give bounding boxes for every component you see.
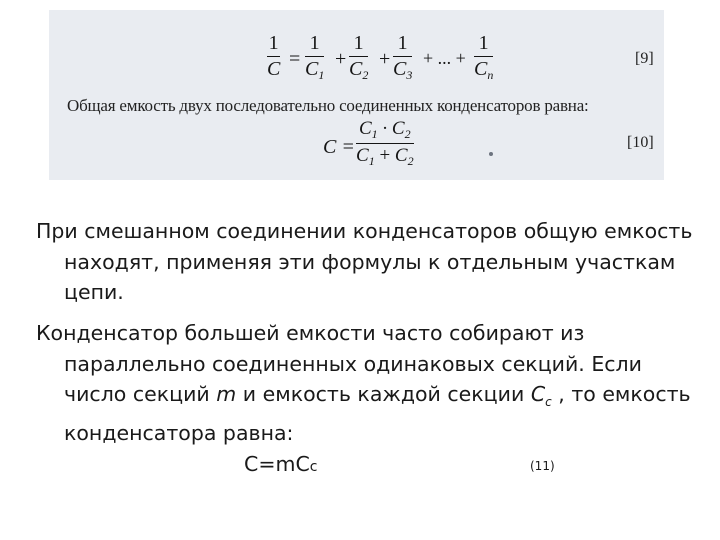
scan-speck — [489, 152, 493, 156]
formula-caption: Общая емкость двух последовательно соединенных конденсаторов равна: — [67, 96, 589, 115]
fraction-numerator: 1 — [309, 32, 320, 54]
fraction-denominator: C — [267, 58, 281, 80]
formula-number: (11) — [530, 459, 555, 473]
fraction-denominator: $C_3$ — [393, 58, 413, 82]
equation-tag-9: [9] — [635, 50, 654, 67]
formula-main-text: C=mC — [244, 452, 310, 476]
formula-9-term-3 — [393, 32, 412, 83]
fraction-numerator: 1 — [268, 32, 279, 54]
variable-m: m — [216, 382, 237, 406]
paragraph-text: , то емкость конденсатора равна: — [64, 382, 691, 445]
paragraph-text: и емкость каждой секции — [242, 382, 525, 406]
ellipsis-plus: + ... + — [423, 48, 466, 68]
fraction-denominator: $C_1 + C_2$ — [356, 145, 414, 168]
formula-scan-image — [49, 10, 664, 180]
fraction-denominator: $C_2$ — [349, 58, 369, 82]
fraction-denominator: $C_n$ — [474, 58, 494, 82]
variable-cc: $C_c$ — [530, 382, 552, 410]
formula-10-lhs: C = — [323, 136, 355, 158]
formula-subscript: c — [309, 459, 318, 475]
formula-9-lhs — [267, 32, 280, 81]
formula-9-term-2 — [349, 32, 368, 83]
formula-9-term-n — [474, 32, 493, 83]
fraction-numerator: 1 — [478, 32, 489, 54]
paragraph-text: Конденсатор большей емкости часто собирают из параллельно соединенных одинаковых секций. Если число секций — [36, 321, 642, 406]
paragraph-text: При смешанном соединении конденсаторов общую емкость находят, применяя эти формулы к отдельным участкам цепи. — [36, 219, 693, 304]
equation-tag-10: [10] — [627, 134, 654, 151]
plus-sign: + — [379, 48, 391, 70]
paragraph-sections — [36, 318, 704, 448]
formula-11 — [244, 452, 317, 476]
formula-9-term-1 — [305, 32, 324, 83]
fraction-denominator: $C_1$ — [305, 58, 325, 82]
equals-sign: = — [289, 48, 301, 70]
plus-sign: + — [335, 48, 347, 70]
paragraph-mixed-connection — [36, 216, 704, 308]
fraction-numerator: 1 — [353, 32, 364, 54]
fraction-numerator: 1 — [397, 32, 408, 54]
fraction-numerator: $C_1 \cdot C_2$ — [358, 118, 411, 141]
formula-10-fraction — [356, 118, 414, 169]
